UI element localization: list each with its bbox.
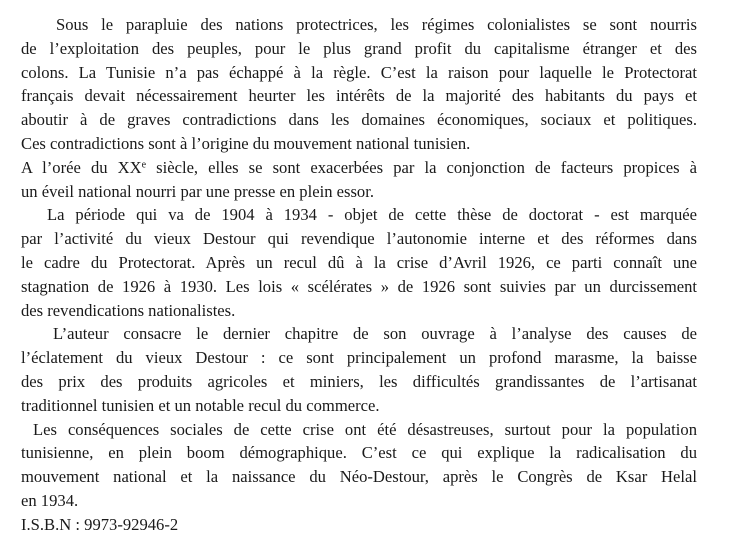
text-line: mouvement national et la naissance du Néo-Destour, après le Congrès de Ksar Helal [21, 467, 697, 487]
paragraph-last-chapter [21, 322, 697, 417]
isbn: I.S.B.N : 9973-92946-2 [21, 514, 179, 534]
paragraph-period [21, 203, 697, 322]
text-line: un éveil national nourri par une presse en plein essor. [21, 181, 374, 201]
paragraph-colonialism [21, 13, 697, 156]
text-line: L’auteur consacre le dernier chapitre de son ouvrage à l’analyse des causes de [53, 324, 697, 344]
paragraph-twentieth-century [21, 156, 697, 204]
text-line: de l’exploitation des peuples, pour le plus grand profit du capitalisme étranger et des [21, 38, 697, 58]
text-line: aboutir à de graves contradictions dans les domaines économiques, sociaux et politiques. [21, 110, 697, 130]
text-line: en 1934. [21, 490, 79, 510]
text-line: des revendications nationalistes. [21, 300, 236, 320]
text-line: La période qui va de 1904 à 1934 - objet de cette thèse de doctorat - est marquée [47, 205, 697, 225]
superscript: e [141, 159, 147, 171]
text-line [21, 156, 697, 180]
text-line: français devait nécessairement heurter les intérêts de la majorité des habitants du pays et [21, 86, 697, 106]
text-line: Ces contradictions sont à l’origine du mouvement national tunisien. [21, 133, 471, 153]
text-line: tunisienne, en plein boom démographique. C’est ce qui explique la radicalisation du [21, 443, 697, 463]
text-line: le cadre du Protectorat. Après un recul dû à la crise d’Avril 1926, ce parti connaît une [21, 252, 697, 272]
text-line: Sous le parapluie des nations protectrices, les régimes colonialistes se sont nourris [56, 15, 697, 34]
text-line: des prix des produits agricoles et miniers, les difficultés grandissantes de l’artisanat [21, 371, 697, 391]
text-line: colons. La Tunisie n’a pas échappé à la règle. C’est la raison pour laquelle le Protectorat [21, 62, 697, 82]
text-line: traditionnel tunisien et un notable recul du commerce. [21, 395, 380, 415]
text-line: l’éclatement du vieux Destour : ce sont principalement un profond marasme, la baisse [21, 348, 697, 368]
text-line: stagnation de 1926 à 1930. Les lois « scélérates » de 1926 sont suivies par un durcissement [21, 276, 697, 296]
text-fragment: siècle, elles se sont exacerbées par la conjonction de facteurs propices à [146, 157, 698, 177]
text-line: Les conséquences sociales de cette crise ont été désastreuses, surtout pour la population [33, 419, 697, 439]
text-line: par l’activité du vieux Destour qui revendique l’autonomie interne et des réformes dans [21, 229, 697, 249]
text-fragment: A l’orée du XX [21, 157, 142, 177]
back-cover-text [21, 13, 697, 537]
paragraph-consequences [21, 418, 697, 513]
